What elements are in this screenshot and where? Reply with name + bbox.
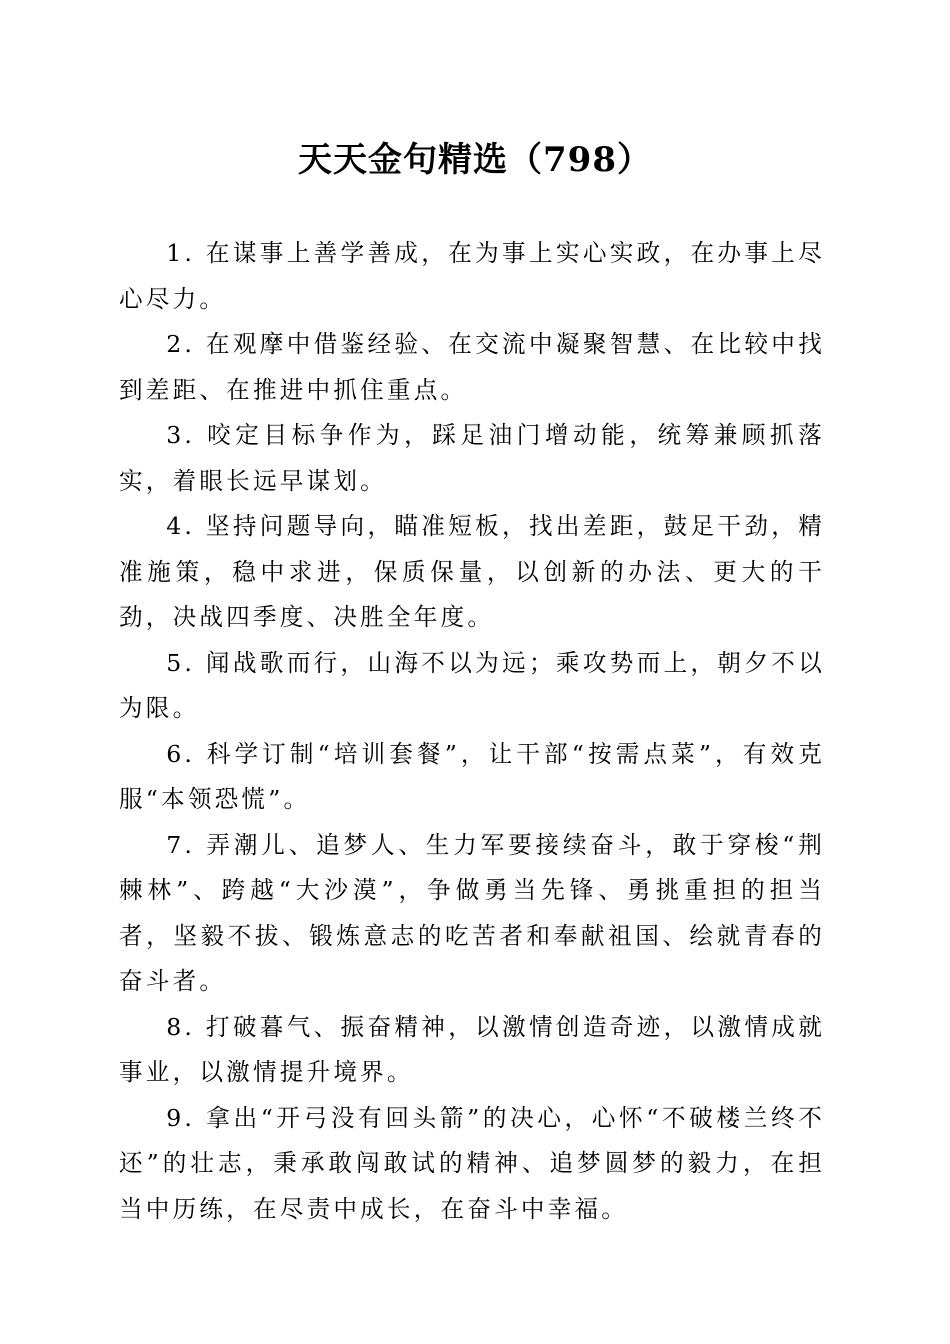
- document-title: 天天金句精选（798）: [298, 140, 652, 180]
- quote-paragraph-5: 5. 闻战歌而行，山海不以为远；乘攻势而上，朝夕不以为限。: [119, 648, 825, 722]
- quote-paragraph-6: 6. 科学订制“培训套餐”，让干部“按需点菜”，有效克服“本领恐慌”。: [119, 739, 825, 813]
- quote-paragraph-3: 3. 咬定目标争作为，踩足油门增动能，统筹兼顾抓落实，着眼长远早谋划。: [119, 421, 825, 495]
- quote-paragraph-9: 9. 拿出“开弓没有回头箭”的决心，心怀“不破楼兰终不还”的壮志，秉承敢闯敢试的精神、追梦圆梦的毅力，在担当中历练，在尽责中成长，在奋斗中幸福。: [119, 1103, 825, 1223]
- quote-paragraph-7: 7. 弄潮儿、追梦人、生力军要接续奋斗，敢于穿梭“荆棘林”、跨越“大沙漠”，争做勇当先锋、勇挑重担的担当者，坚毅不拔、锻炼意志的吃苦者和奉献祖国、绘就青春的奋斗者。: [119, 830, 825, 995]
- quote-paragraph-4: 4. 坚持问题导向，瞄准短板，找出差距，鼓足干劲，精准施策，稳中求进，保质保量，以创新的办法、更大的干劲，决战四季度、决胜全年度。: [119, 512, 825, 631]
- document-body: [119, 231, 825, 1232]
- quote-paragraph-2: 2. 在观摩中借鉴经验、在交流中凝聚智慧、在比较中找到差距、在推进中抓住重点。: [119, 330, 825, 404]
- quote-paragraph-1: 1. 在谋事上善学善成，在为事上实心实政，在办事上尽心尽力。: [119, 239, 825, 313]
- quote-paragraph-8: 8. 打破暮气、振奋精神，以激情创造奇迹，以激情成就事业，以激情提升境界。: [119, 1012, 825, 1086]
